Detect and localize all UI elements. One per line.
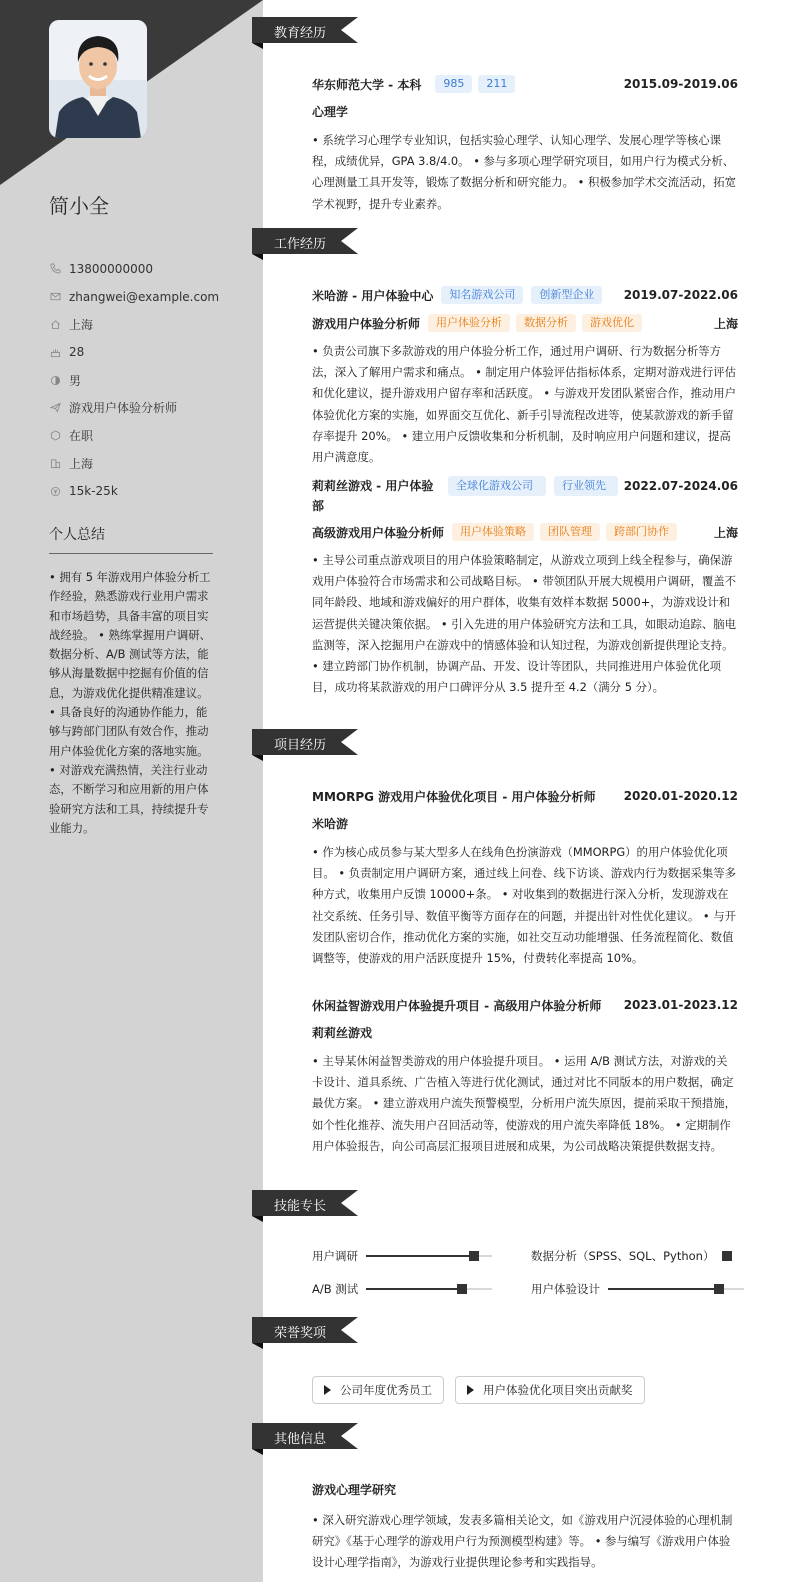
building-icon [49, 457, 61, 469]
contact-gender-value: 男 [69, 373, 82, 388]
education-tag: 985 [435, 75, 472, 93]
status-icon [49, 430, 61, 442]
skill-item [312, 1281, 492, 1297]
work-company-tag: 全球化游戏公司 [448, 476, 546, 496]
skill-knob [714, 1284, 724, 1294]
education-major: 心理学 [312, 105, 349, 119]
work-role-tag: 团队管理 [540, 523, 600, 541]
work-date: 2019.07-2022.06 [623, 288, 738, 302]
skill-item [531, 1281, 744, 1297]
work-role-tag: 跨部门协作 [606, 523, 677, 541]
contact-status-value: 在职 [69, 429, 94, 444]
skill-name: A/B 测试 [312, 1282, 359, 1296]
section-other-header [252, 1423, 358, 1449]
contact-phone [49, 255, 239, 283]
skill-item [312, 1248, 492, 1264]
work-company: 米哈游 - 用户体验中心 [312, 288, 434, 303]
work-role: 高级游戏用户体验分析师 [312, 525, 445, 540]
main-content [263, 0, 794, 1582]
project-org: 莉莉丝游戏 [312, 1026, 373, 1040]
contact-city-value: 上海 [69, 456, 94, 471]
work-date: 2022.07-2024.06 [623, 479, 738, 493]
contact-position [49, 394, 239, 422]
profile-name: 简小全 [49, 194, 109, 218]
work-role-tag: 游戏优化 [582, 314, 642, 332]
project-entry [312, 786, 738, 969]
section-education-header [252, 17, 358, 43]
work-company: 莉莉丝游戏 - 用户体验部 [312, 479, 434, 513]
award-label: 公司年度优秀员工 [340, 1383, 432, 1397]
section-work-title: 工作经历 [274, 237, 327, 252]
section-projects-header [252, 729, 358, 755]
triangle-icon [467, 1385, 474, 1395]
education-desc: • 系统学习心理学专业知识，包括实验心理学、认知心理学、发展心理学等核心课程，成绩优异，GPA 3.8/4.0。 • 参与多项心理学研究项目，如用户行为模式分析、心理测量工具开发等，锻炼了数据分析和研究能力。 • 积极参加学术交流活动，拓宽学术视野，提升专业素养。 [312, 133, 737, 211]
contact-home [49, 311, 239, 339]
skill-bar [366, 1255, 492, 1257]
award-label: 用户体验优化项目突出贡献奖 [483, 1383, 633, 1397]
section-skills-title: 技能专长 [274, 1199, 327, 1214]
skill-knob [469, 1251, 479, 1261]
skill-name: 数据分析（SPSS、SQL、Python） [531, 1249, 715, 1263]
other-desc: • 深入研究游戏心理学领域，发表多篇相关论文，如《游戏用户沉浸体验的心理机制研究》《基于心理学的游戏用户行为预测模型构建》等。 • 参与编写《游戏用户体验设计心理学指南》，为游戏行业提供理论参考和实践指导。 [312, 1513, 733, 1570]
section-education-title: 教育经历 [274, 26, 327, 41]
contact-salary [49, 477, 239, 505]
work-entry [312, 285, 738, 468]
contact-list [49, 255, 239, 505]
contact-gender [49, 366, 239, 394]
section-projects-title: 项目经历 [274, 738, 327, 753]
work-city: 上海 [713, 316, 738, 331]
section-awards-title: 荣誉奖项 [274, 1326, 327, 1341]
skill-knob [457, 1284, 467, 1294]
project-desc: • 主导某休闲益智类游戏的用户体验提升项目。 • 运用 A/B 测试方法，对游戏的关卡设计、道具系统、广告植入等进行优化测试，通过对比不同版本的用户数据，确定最优方案。 • 建立游戏用户流失预警模型，分析用户流失原因，提前采取干预措施，如个性化推荐、流失用户召回活动等，使游戏的用户流失率降低 18%。 • 定期制作用户体验报告，向公司高层汇报项目进展和成果，为公司战略决策提供数据支持。 [312, 1054, 737, 1153]
project-title: 休闲益智游戏用户体验提升项目 - 高级用户体验分析师 [312, 998, 602, 1013]
contact-home-value: 上海 [69, 317, 94, 332]
work-company-tag: 行业领先 [554, 476, 618, 496]
section-awards-header [252, 1317, 358, 1343]
section-work-header [252, 228, 358, 254]
salary-icon [49, 485, 61, 497]
section-skills-header [252, 1190, 358, 1216]
work-entry [312, 476, 738, 698]
contact-position-value: 游戏用户体验分析师 [69, 401, 178, 416]
skill-bar [608, 1288, 744, 1290]
cake-icon [49, 346, 61, 358]
project-date: 2023.01-2023.12 [623, 998, 738, 1012]
summary-title: 个人总结 [49, 524, 213, 554]
section-other-title: 其他信息 [274, 1432, 327, 1447]
work-role-tag: 用户体验分析 [428, 314, 510, 332]
contact-email-value: zhangwei@example.com [69, 289, 220, 304]
skill-bar [722, 1255, 732, 1257]
education-school: 华东师范大学 - 本科 [312, 77, 422, 92]
contact-status [49, 422, 239, 450]
skill-item [531, 1248, 732, 1264]
triangle-icon [324, 1385, 331, 1395]
skill-knob [722, 1251, 732, 1261]
phone-icon [49, 263, 61, 275]
sidebar [0, 0, 263, 1582]
mail-icon [49, 291, 61, 303]
work-city: 上海 [713, 525, 738, 540]
project-desc: • 作为核心成员参与某大型多人在线角色扮演游戏（MMORPG）的用户体验优化项目。 • 负责制定用户调研方案，通过线上问卷、线下访谈、游戏内行为数据采集等多种方式，收集用户反馈 10000+条。 • 对收集到的数据进行深入分析，发现游戏在社交系统、任务引导、数值平衡等方面存在的问题，并提出针对性优化建议。 • 与开发团队密切合作，推动优化方案的实施，如社交互动功能增强、任务流程简化、数值调整等，使游戏的用户活跃度提升 15%，付费转化率提高 10%。 [312, 845, 737, 966]
skill-name: 用户调研 [312, 1249, 358, 1263]
contact-city [49, 450, 239, 478]
contact-email [49, 283, 239, 311]
project-org: 米哈游 [312, 817, 349, 831]
project-entry [312, 995, 738, 1157]
contact-age [49, 338, 239, 366]
work-company-tag: 知名游戏公司 [441, 286, 523, 304]
skill-name: 用户体验设计 [531, 1282, 600, 1296]
home-icon [49, 318, 61, 330]
avatar [49, 20, 147, 138]
other-entry [312, 1480, 738, 1574]
work-desc: • 主导公司重点游戏项目的用户体验策略制定，从游戏立项到上线全程参与，确保游戏用户体验符合市场需求和公司战略目标。 • 带领团队开展大规模用户调研，覆盖不同年龄段、地域和游戏偏好的用户群体，收集有效样本数据 5000+，为游戏设计和运营提供关键决策依据。 • 引入先进的用户体验研究方法和工具，如眼动追踪、脑电监测等，深入挖掘用户在游戏中的情感体验和认知过程，为游戏创新提供理论支持。 • 建立跨部门协作机制，协调产品、开发、设计等团队，共同推进用户体验优化项目，成功将某款游戏的用户口碑评分从 3.5 提升至 4.2（满分 5 分）。 [312, 553, 737, 695]
work-role-tag: 用户体验策略 [452, 523, 534, 541]
work-desc: • 负责公司旗下多款游戏的用户体验分析工作，通过用户调研、行为数据分析等方法，深入了解用户需求和痛点。 • 制定用户体验评估指标体系，定期对游戏进行评估和优化建议，提升游戏用户留存率和活跃度。 • 与游戏开发团队紧密合作，推动用户体验优化方案的实施，如界面交互优化、新手引导流程改进等，使某款游戏的新手留存率提升 20%。 • 建立用户反馈收集和分析机制，及时响应用户问题和建议，提高用户满意度。 [312, 344, 737, 465]
education-tag: 211 [478, 75, 515, 93]
contact-phone-value: 13800000000 [69, 261, 153, 276]
education-date: 2015.09-2019.06 [623, 77, 738, 91]
project-date: 2020.01-2020.12 [623, 789, 738, 803]
contact-salary-value: 15k-25k [69, 484, 118, 499]
award-item [312, 1376, 444, 1404]
project-title: MMORPG 游戏用户体验优化项目 - 用户体验分析师 [312, 789, 596, 804]
education-entry [312, 74, 738, 215]
work-company-tag: 创新型企业 [531, 286, 602, 304]
gender-icon [49, 374, 61, 386]
summary-text: • 拥有 5 年游戏用户体验分析工作经验，熟悉游戏行业用户需求和市场趋势，具备丰富的项目实战经验。 • 熟练掌握用户调研、数据分析、A/B 测试等方法，能够从海量数据中挖掘有价值的信息，为游戏优化提供精准建议。 • 具备良好的沟通协作能力，能够与跨部门团队有效合作，推动用户体验优化方案的落地实施。 • 对游戏充满热情，关注行业动态，不断学习和应用新的用户体验研究方法和工具，持续提升专业能力。 [49, 570, 212, 835]
contact-age-value: 28 [69, 345, 85, 360]
work-role-tag: 数据分析 [516, 314, 576, 332]
skill-bar [366, 1288, 492, 1290]
send-icon [49, 402, 61, 414]
work-role: 游戏用户体验分析师 [312, 316, 421, 331]
award-item [455, 1376, 645, 1404]
other-title: 游戏心理学研究 [312, 1483, 397, 1497]
